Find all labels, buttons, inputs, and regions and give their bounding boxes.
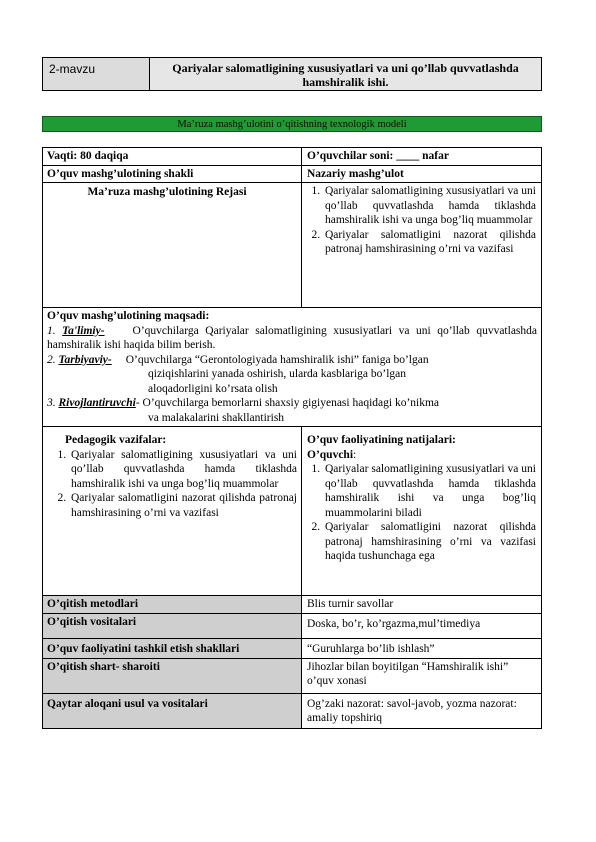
pedagogical-task: 1. Qariyalar salomatligining xususiyatlari va uni qo’llab quvvatlashda hamda tiklashda hamshiralik ishi va unga bog’liq muammolar (69, 448, 297, 492)
tools-value: Doska, bo’r, ko’rgazma,mul’timediya (307, 617, 481, 630)
plan-item: 2. Qariyalar salomatligini nazorat qilishda patronaj hamshirasining o’rni va vazifasi (323, 228, 536, 257)
time-cell: Vaqti: 80 daqiqa (43, 148, 302, 165)
methods-value: Blis turnir savollar (307, 598, 394, 610)
goals-label: O’quv mashg’ulotining maqsadi: (47, 310, 210, 322)
model-title-bar: Ma’ruza mashg’ulotini o’qitishning texnologik modeli (42, 116, 542, 132)
results-subject: O’quvchi (307, 448, 354, 461)
results-label: O’quv faoliyatining natijalari: (307, 434, 456, 446)
table-row (43, 148, 541, 166)
table-row (43, 639, 541, 659)
model-table (42, 147, 542, 729)
conditions-value: Jihozlar bilan boyitilgan “Hamshiralik ishi” o’quv xonasi (307, 660, 509, 687)
feedback-value: Og’zaki nazorat: savol-javob, yozma nazorat: amaliy topshiriq (307, 697, 517, 724)
table-row (43, 183, 541, 308)
table-row (43, 694, 541, 728)
org-value: “Guruhlarga bo’lib ishlash” (307, 642, 435, 655)
table-row (43, 166, 541, 184)
topic-title: Qariyalar salomatligining xususiyatlari va uni qo’llab quvvatlashda hamshiralik ishi. (150, 58, 541, 90)
plan-cell (302, 183, 541, 307)
table-row (43, 308, 541, 427)
pedagogical-task: 2. Qariyalar salomatligini nazorat qilishda patronaj hamshirasining o’rni va vazifasi (69, 491, 297, 520)
result-item: 2. Qariyalar salomatligini nazorat qilishda patronaj hamshirasining o’rni va vazifasi haqida tushunchaga ega (323, 520, 536, 564)
table-row (43, 596, 541, 614)
plan-item: 1. Qariyalar salomatligining xususiyatlari va uni qo’llab quvvatlashda hamda tiklashda hamshiralik ishi va unga bog’liq muammolar (323, 184, 536, 228)
form-label: O’quv mashg’ulotining shakli (43, 166, 302, 183)
goal-educational: 1. Ta'limiy- O’quvchilarga Qariyalar salomatligining xususiyatlari va uni qo’llab quvvatlashda hamshiralik ishi haqida bilim berish. (47, 324, 537, 351)
conditions-label: O’qitish shart- sharoiti (43, 659, 302, 693)
tools-label: O’qitish vositalari (43, 614, 302, 638)
pedagogical-tasks-label: Pedagogik vazifalar: (65, 434, 167, 446)
students-cell: O’quvchilar soni: ____ nafar (307, 150, 449, 162)
form-value: Nazariy mashg’ulot (307, 167, 404, 180)
result-item: 1. Qariyalar salomatligining xususiyatlari va uni qo’llab quvvatlashda hamda tiklashda hamshiralik ishi va unga bog’liq muammolarini biladi (323, 462, 536, 520)
goals-cell (43, 308, 541, 426)
feedback-label: Qaytar aloqani usul va vositalari (43, 694, 302, 728)
pedagogical-tasks-cell (43, 427, 302, 595)
methods-label: O’qitish metodlari (43, 596, 302, 613)
goal-developmental: 3. Rivojlantiruvchi- O’quvchilarga bemorlarni shaxsiy gigiyenasi haqidagi ko’nikma va malakalarini shakllantirish (47, 397, 440, 424)
plan-label: Ma’ruza mashg’ulotining Rejasi (43, 183, 302, 307)
table-row (43, 427, 541, 596)
table-row (43, 614, 541, 639)
table-row (43, 659, 541, 694)
org-label: O’quv faoliyatini tashkil etish shakllari (43, 639, 302, 658)
topic-header (42, 57, 542, 91)
topic-number: 2-mavzu (43, 58, 150, 90)
goal-upbringing: 2. Tarbiyaviy- O’quvchilarga “Gerontologiyada hamshiralik ishi” faniga bo’lgan qiziqishlarini yanada oshirish, ularda kasblariga bo’lgan aloqadorligini ko’rsata olish (47, 353, 429, 395)
results-cell: O’quv faoliyatining natijalari: O’quvchi: 1. Qariyalar salomatligining xususiyatlari va uni qo’llab quvvatlashda hamda tiklashda hamshiralik ishi va unga bog’liq muammolarini biladi 2. Qariyalar salomatligini nazorat qilishda patronaj hamshirasining o’rni va vazifasi haqida tushunchaga ega (302, 427, 541, 595)
